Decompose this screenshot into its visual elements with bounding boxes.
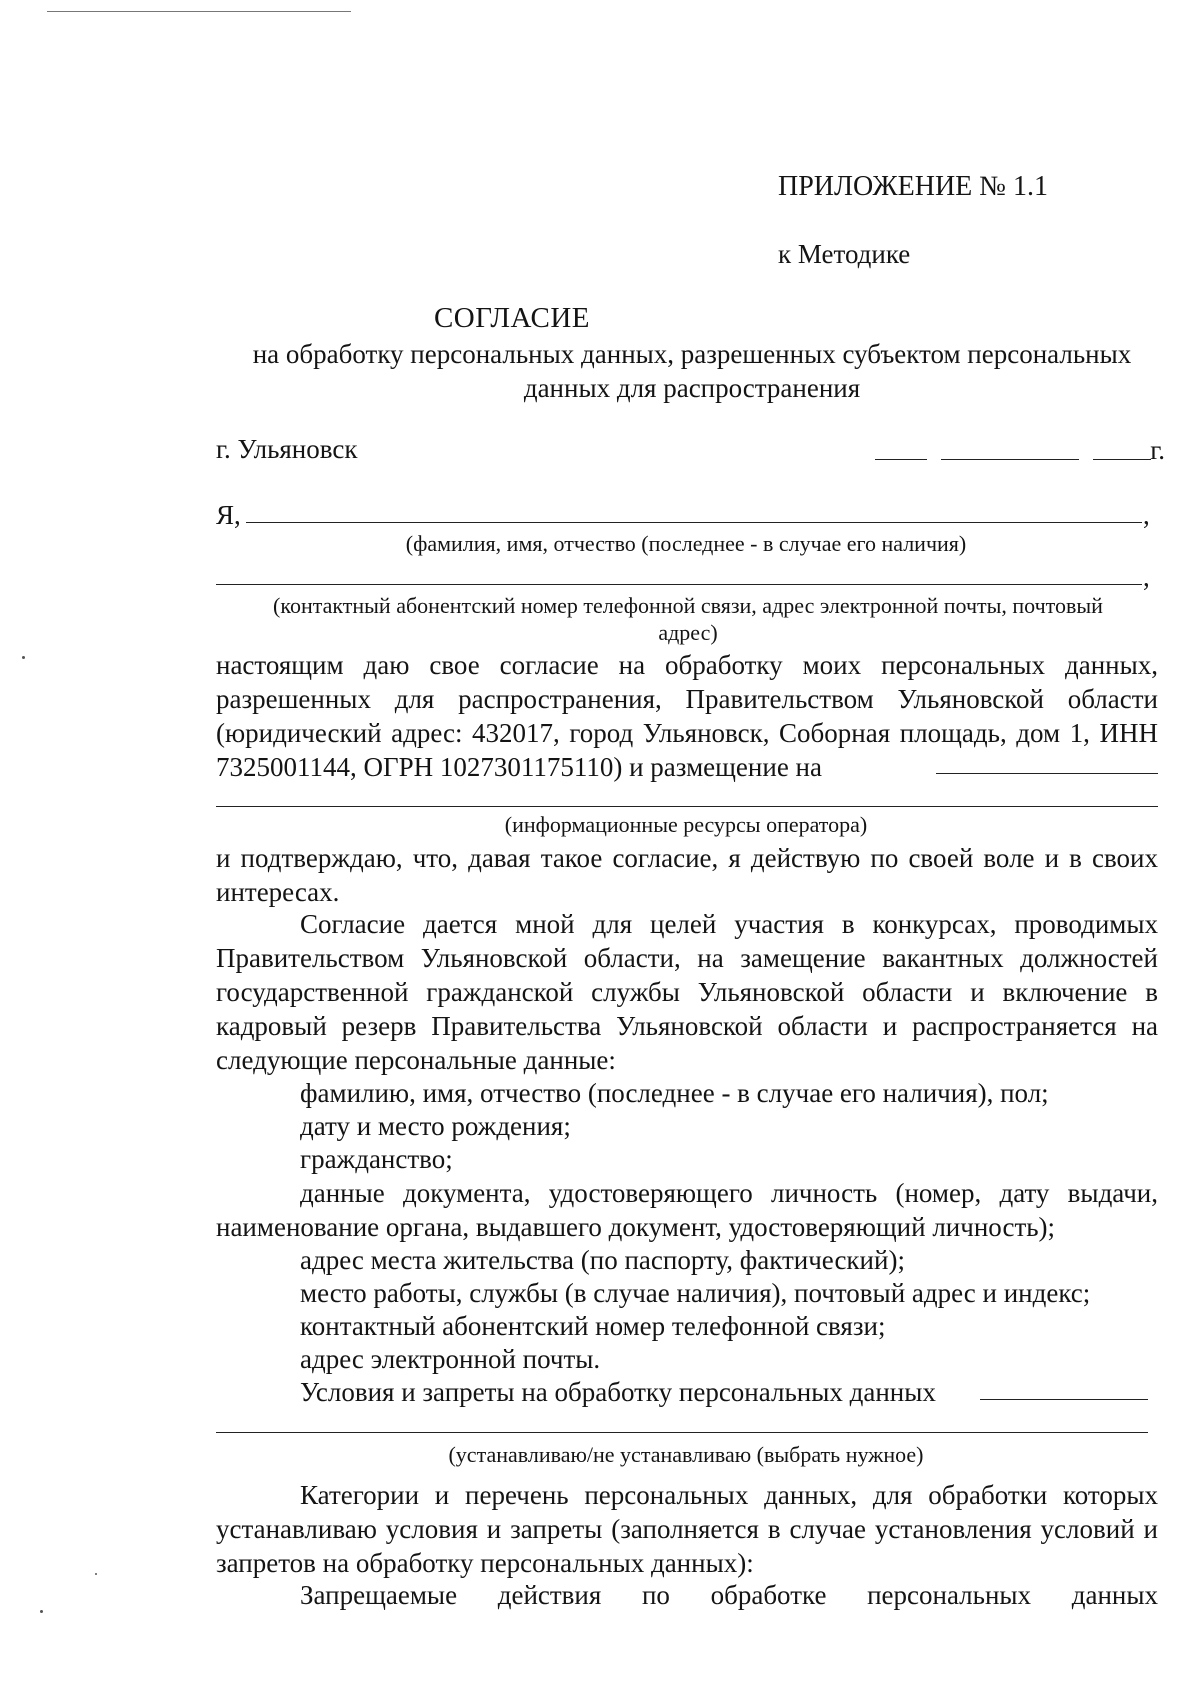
data-item: адрес электронной почты. [300,1344,601,1374]
appendix-reference: к Методике [778,239,911,269]
conditions-caption: (устанавливаю/не устанавливаю (выбрать нужное) [448,1442,924,1467]
date-field[interactable] [875,436,1165,466]
i-prefix: Я, [216,500,241,530]
document-item: данные документа, удостоверяющего личность (номер, дату выдачи, наименование органа, выдавшего документ, удостоверяющий личность); [216,1178,1158,1242]
appendix-title: ПРИЛОЖЕНИЕ № 1.1 [778,171,1048,202]
data-item: адрес места жительства (по паспорту, фактический); [300,1245,905,1275]
data-item: фамилию, имя, отчество (последнее - в случае его наличия), пол; [300,1078,1049,1108]
contact-input-line[interactable] [216,584,1142,585]
scan-speck [95,1573,97,1575]
purpose-paragraph: Согласие дается мной для целей участия в конкурсах, проводимых Правительством Ульяновской области, на замещение вакантных должностей государственной гражданской службы Ульяновской области и включение в кадровый резерв Правительства Ульяновской области и распространяется на следующие персональные данные: [216,909,1158,1075]
fio-input-line[interactable] [246,522,1142,523]
document-subtitle: на обработку персональных данных, разрешенных субъектом персональных данных для распространения [252,339,1132,403]
data-item: место работы, службы (в случае наличия), почтовый адрес и индекс; [300,1278,1091,1308]
contact-comma: , [1143,562,1150,592]
scan-speck [40,1610,43,1613]
date-year-suffix: г. [1150,435,1165,465]
contact-caption: (контактный абонентский номер телефонной связи, адрес электронной почты, почтовый адрес) [273,593,1103,645]
consent-paragraph-text [216,648,1158,784]
city-label: г. Ульяновск [216,434,358,464]
data-item: дату и место рождения; [300,1111,571,1141]
conditions-label: Условия и запреты на обработку персональных данных [300,1377,936,1407]
document-title [0,302,1200,335]
data-item: контактный абонентский номер телефонной связи; [300,1311,886,1341]
date-month-blank[interactable] [941,459,1079,460]
date-day-blank[interactable] [875,459,927,460]
resources-caption: (информационные ресурсы оператора) [504,812,868,837]
fio-caption: (фамилия, имя, отчество (последнее - в случае его наличия) [405,531,967,556]
data-item: гражданство; [300,1144,453,1174]
scan-speck [22,656,25,659]
prohibited-paragraph: Запрещаемые действия по обработке персональных данных [300,1580,1158,1610]
date-year-blank[interactable] [1093,459,1151,460]
scan-artifact-line [47,11,351,12]
confirm-paragraph: и подтверждаю, что, давая такое согласие, я действую по своей воле и в своих интересах. [216,843,1158,907]
categories-paragraph: Категории и перечень персональных данных, для обработки которых устанавливаю условия и запреты (заполняется в случае установления условий и запретов на обработку персональных данных): [216,1480,1158,1578]
consent-text: настоящим даю свое согласие на обработку моих персональных данных, разрешенных для распространения, Правительством Ульяновской области (юридический адрес: 432017, город Ульяновск, Соборная площадь, дом 1, ИНН 7325001144, ОГРН 1027301175110) и размещение на [216,650,1158,782]
resources-input-line-1[interactable] [936,773,1158,774]
fio-comma: , [1143,500,1150,530]
resources-input-line-2[interactable] [216,806,1158,807]
document-title-text: СОГЛАСИЕ [433,302,591,334]
conditions-input-line-2[interactable] [216,1432,1148,1433]
conditions-input-line-1[interactable] [980,1399,1148,1400]
